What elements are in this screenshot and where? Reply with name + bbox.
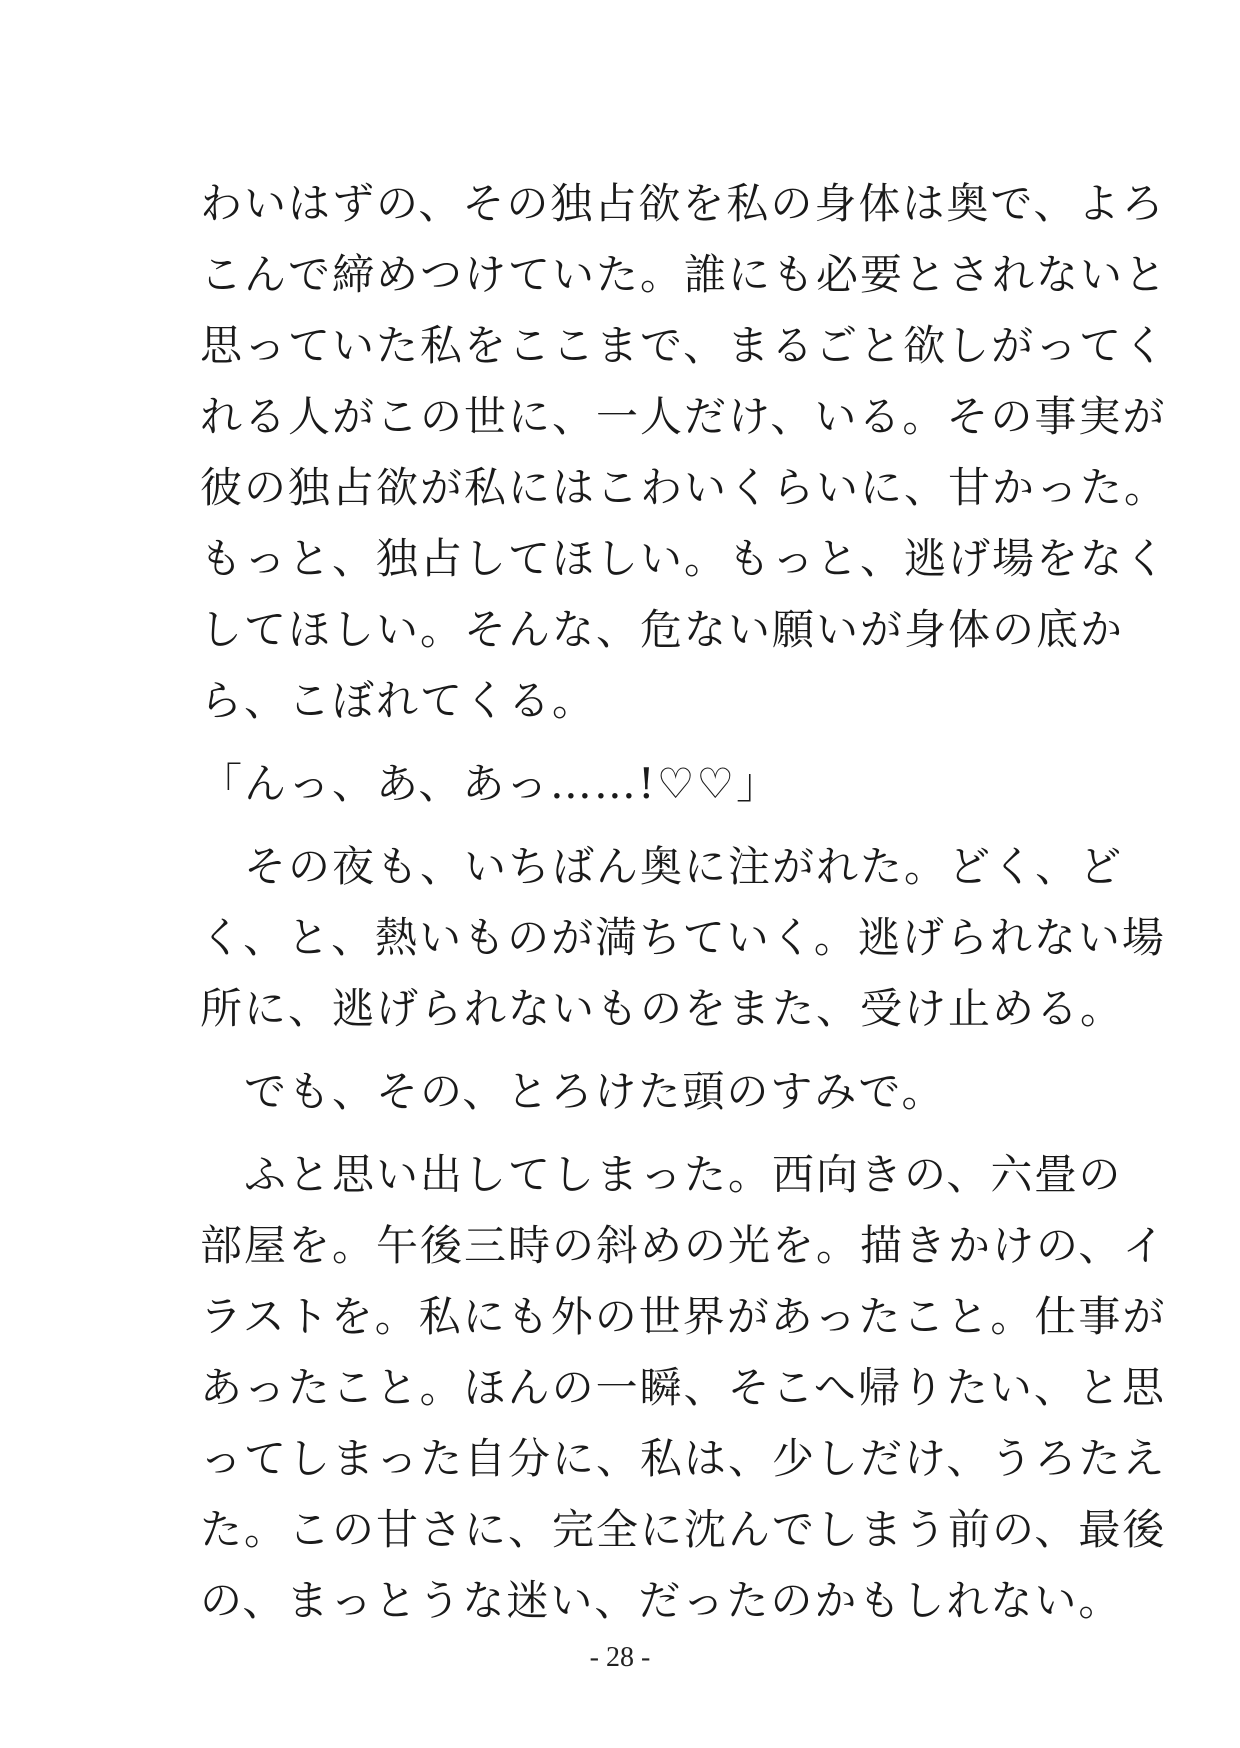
text-line: その夜も、いちばん奥に注がれた。どく、ど [200,842,1124,891]
text-line: ってしまった自分に、私は、少しだけ、うろたえ [200,1434,1167,1483]
text-line: でも、その、とろけた頭のすみで。 [200,1067,946,1116]
text-line: ふと思い出してしまった。西向きの、六畳の [200,1150,1123,1199]
text-line: ラストを。私にも外の世界があったこと。仕事が [200,1292,1167,1341]
text-line: こんで締めつけていた。誰にも必要とされないと [200,250,1169,299]
text-line: 部屋を。午後三時の斜めの光を。描きかけの、イ [200,1221,1167,1270]
text-line: もっと、独占してほしい。もっと、逃げ場をなく [200,534,1169,583]
text-line: してほしい。そんな、危ない願いが身体の底か [200,605,1125,654]
text-line: あったこと。ほんの一瞬、そこへ帰りたい、と思 [200,1363,1166,1412]
text-line: 思っていた私をここまで、まるごと欲しがってく [200,321,1168,370]
text-line: く、と、熱いものが満ちていく。逃げられない場 [200,913,1166,962]
text-line: ら、こぼれてくる。 [200,676,597,725]
dialogue-line: 「んっ、あ、あっ……!♡♡」 [200,759,781,808]
body-text [200,168,1169,1636]
text-line: 彼の独占欲が私にはこわいくらいに、甘かった。 [200,463,1169,512]
text-line: た。この甘さに、完全に沈んでしまう前の、最後 [200,1505,1167,1554]
text-line: れる人がこの世に、一人だけ、いる。その事実が [200,392,1167,441]
text-line: わいはずの、その独占欲を私の身体は奥で、よろ [200,179,1166,228]
page-number: - 28 - [589,1642,651,1673]
text-line: 所に、逃げられないものをまた、受け止める。 [200,984,1125,1033]
text-line: の、まっとうな迷い、だったのかもしれない。 [200,1576,1123,1625]
